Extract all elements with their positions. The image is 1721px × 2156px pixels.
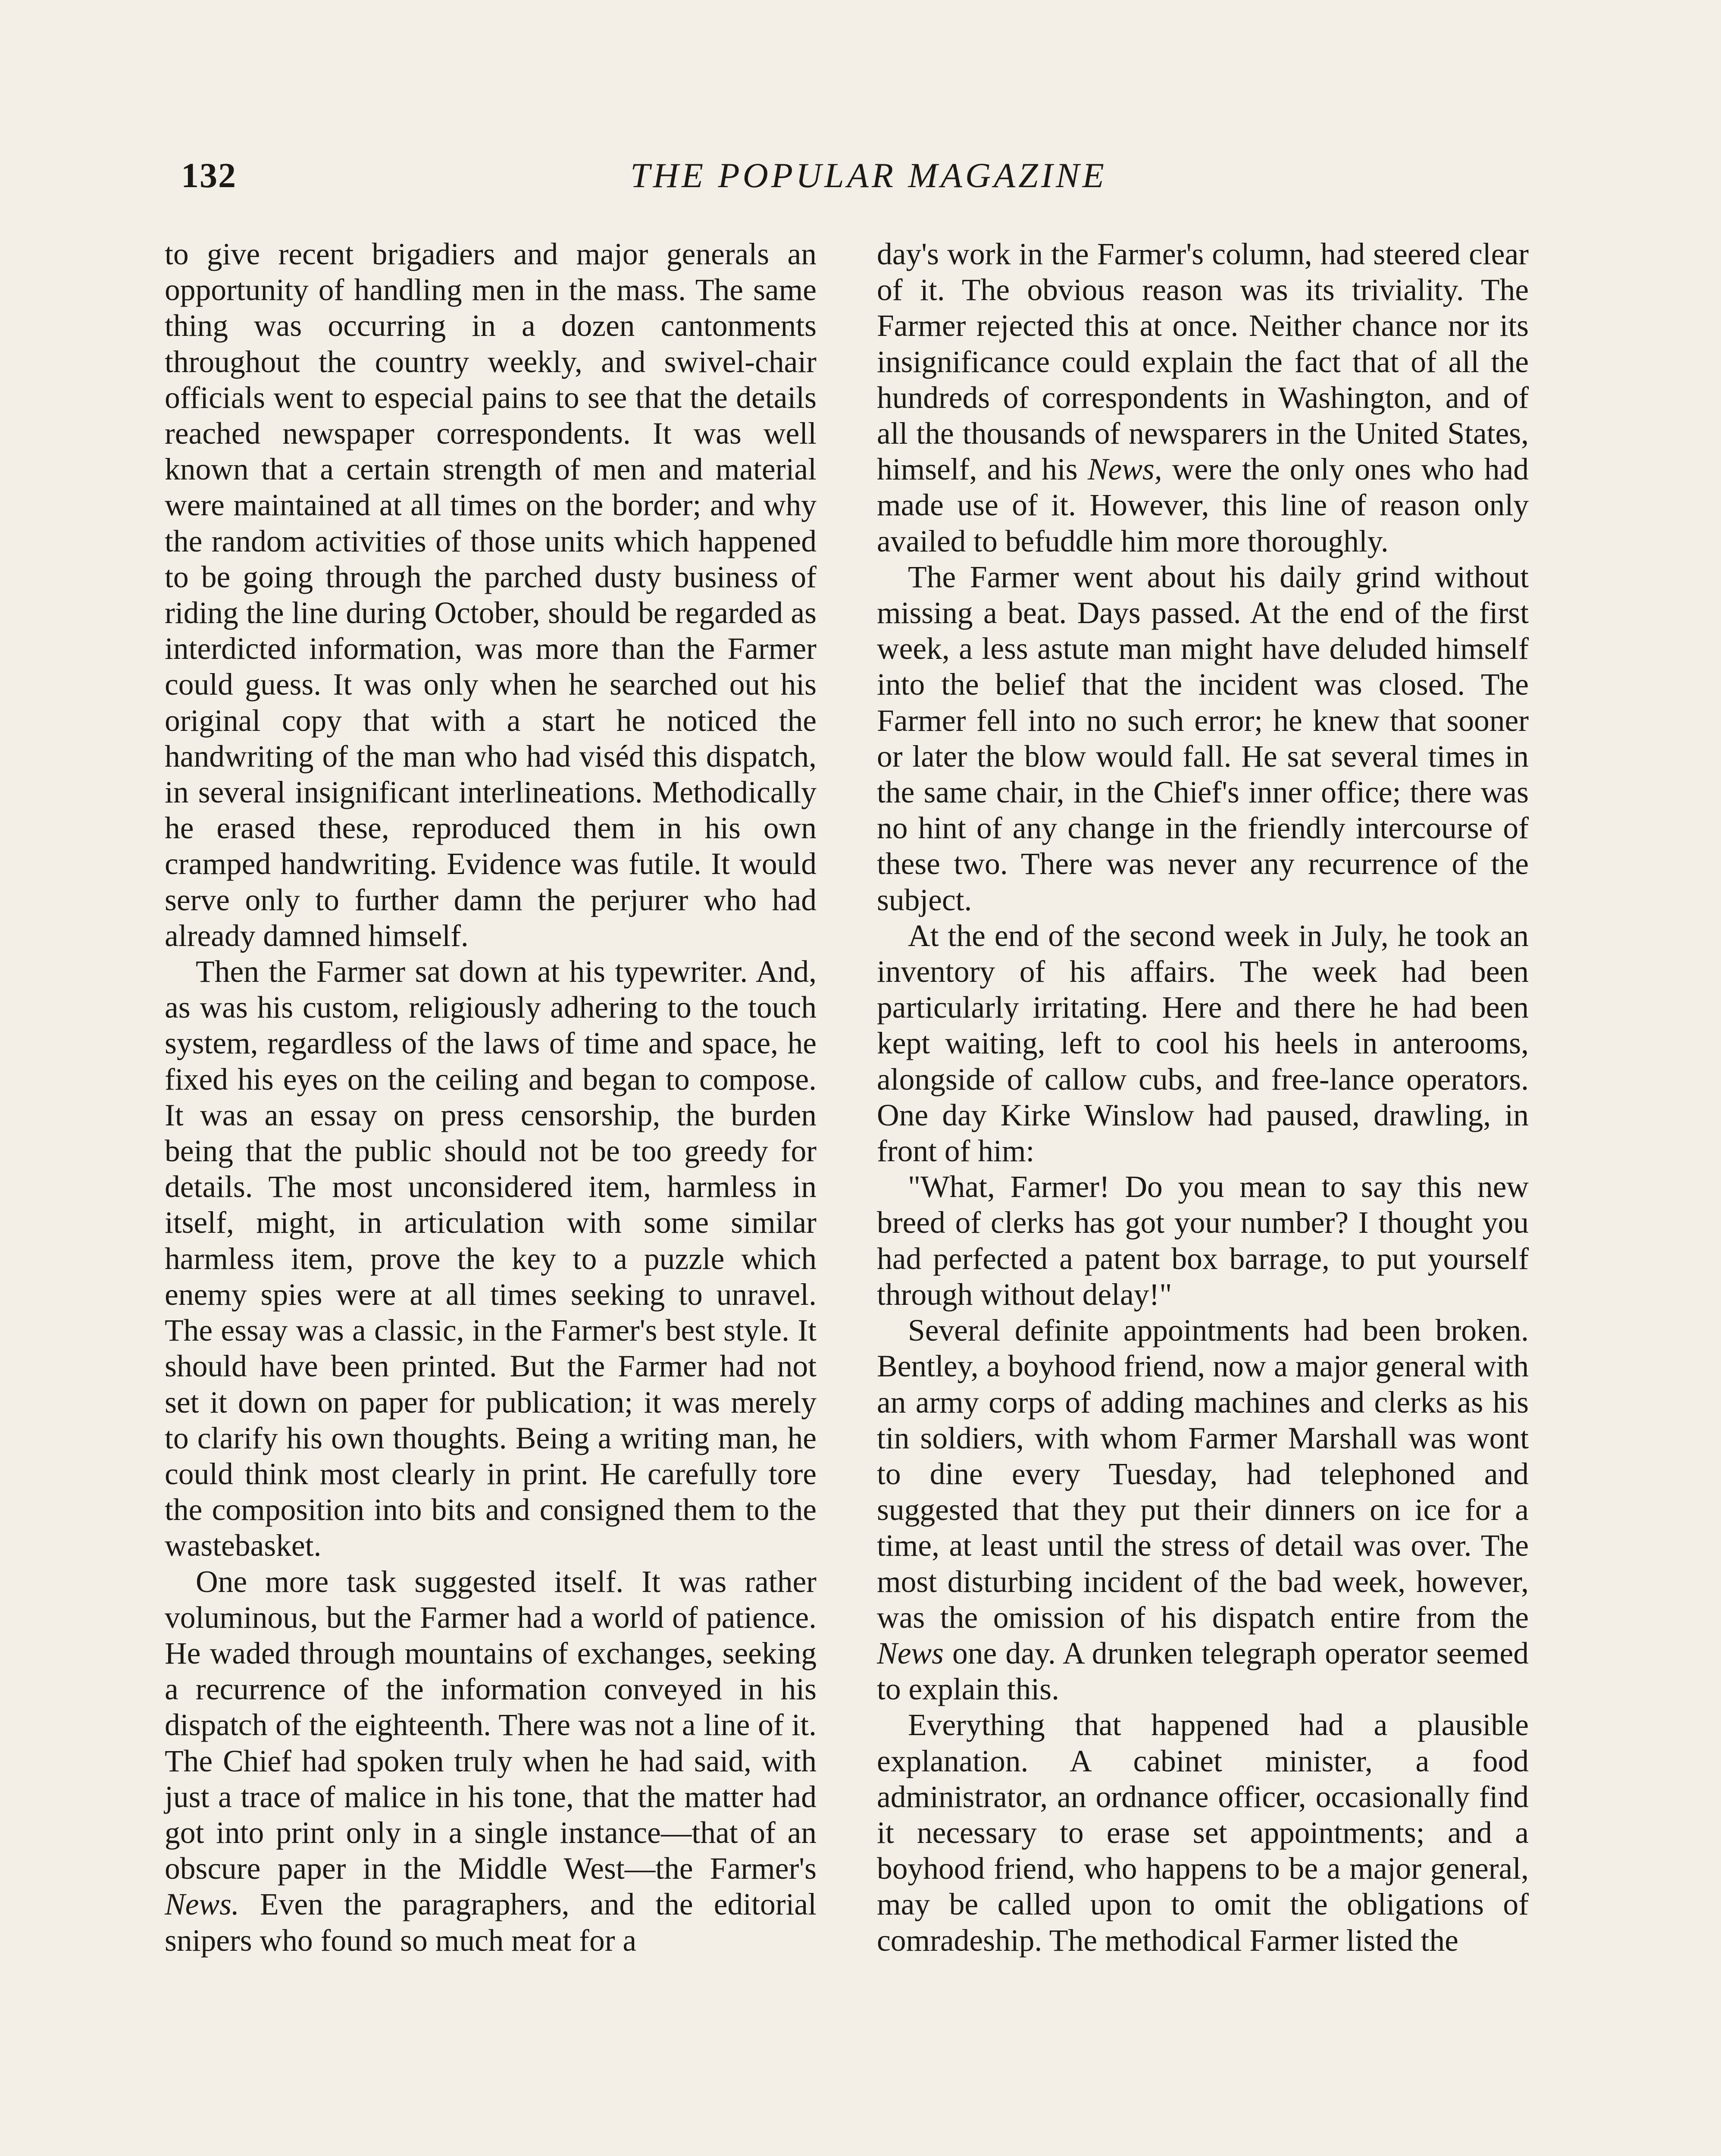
paragraph: "What, Farmer! Do you mean to say this new breed of clerks has got your number? I thought you had perfected a patent box barrage, to put yourself through without delay!"	[877, 1170, 1529, 1312]
left-column	[165, 236, 817, 1959]
newspaper-name: News,	[1087, 452, 1162, 487]
paragraph-text: Even the paragraphers, and the editorial snipers who found so much meat for a	[165, 1887, 817, 1958]
paragraph: Then the Farmer sat down at his typewriter. And, as was his custom, religiously adhering to the touch system, regardless of the laws of time and space, he fixed his eyes on the ceiling and began to compose. It was an essay on press censorship, the burden being that the public should not be too greedy for details. The most unconsidered item, harmless in itself, might, in articulation with some similar harmless item, prove the key to a puzzle which enemy spies were at all times seeking to unravel. The essay was a classic, in the Farmer's best style. It should have been printed. But the Farmer had not set it down on paper for publication; it was merely to clarify his own thoughts. Being a writing man, he could think most clearly in print. He carefully tore the composition into bits and consigned them to the wastebasket.	[165, 955, 817, 1563]
paragraph-text: one day. A drunken telegraph operator seemed to explain this.	[877, 1636, 1529, 1707]
page-header	[181, 155, 1556, 203]
paragraph: The Farmer went about his daily grind without missing a beat. Days passed. At the end of the first week, a less astute man might have deluded himself into the belief that the incident was closed. The Farmer fell into no such error; he knew that sooner or later the blow would fall. He sat several times in the same chair, in the Chief's inner office; there was no hint of any change in the friendly intercourse of these two. There was never any recurrence of the subject.	[877, 560, 1529, 917]
page-number: 132	[181, 156, 237, 195]
newspaper-name: News	[877, 1636, 944, 1670]
paragraph	[165, 1564, 817, 1959]
right-column	[877, 236, 1529, 1959]
paragraph	[877, 236, 1529, 559]
paragraph-text: day's work in the Farmer's column, had steered clear of it. The obvious reason was its triviality. The Farmer rejected this at once. Neither chance nor its insignificance could explain the fact that of all the hundreds of correspondents in Washington, and of all the thousands of newsparers in the United States, himself, and his	[877, 237, 1529, 487]
paragraph-text: Several definite appointments had been broken. Bentley, a boyhood friend, now a major general with an army corps of adding machines and clerks as his tin soldiers, with whom Farmer Marshall was wont to dine every Tuesday, had telephoned and suggested that they put their dinners on ice for a time, at least until the stress of detail was over. The most disturbing incident of the bad week, however, was the omission of his dispatch entire from the	[877, 1313, 1529, 1635]
paragraph: At the end of the second week in July, he took an inventory of his affairs. The week had been particularly irritating. Here and there he had been kept waiting, left to cool his heels in anterooms, alongside of callow cubs, and free-lance operators. One day Kirke Winslow had paused, drawling, in front of him:	[877, 918, 1529, 1169]
running-title: THE POPULAR MAGAZINE	[630, 156, 1107, 195]
paragraph: Everything that happened had a plausible explanation. A cabinet minister, a food administrator, an ordnance officer, occasionally find it necessary to erase set appointments; and a boyhood friend, who happens to be a major general, may be called upon to omit the obligations of comradeship. The methodical Farmer listed the	[877, 1708, 1529, 1958]
newspaper-name: News.	[165, 1887, 239, 1922]
paragraph-text: One more task suggested itself. It was rather voluminous, but the Farmer had a world of patience. He waded through mountains of exchanges, seeking a recurrence of the information conveyed in his dispatch of the eighteenth. There was not a line of it. The Chief had spoken truly when he had said, with just a trace of malice in his tone, that the matter had got into print only in a single instance—that of an obscure paper in the Middle West—the Farmer's	[165, 1564, 817, 1886]
paragraph-text: were the only ones who had made use of it. However, this line of reason only availed to befuddle him more thoroughly.	[877, 452, 1529, 558]
paragraph: to give recent brigadiers and major generals an opportunity of handling men in the mass. The same thing was occurring in a dozen cantonments throughout the country weekly, and swivel-chair officials went to especial pains to see that the details reached newspaper correspondents. It was well known that a certain strength of men and material were maintained at all times on the border; and why the random activities of those units which happened to be going through the parched dusty business of riding the line during October, should be regarded as interdicted information, was more than the Farmer could guess. It was only when he searched out his original copy that with a start he noticed the handwriting of the man who had viséd this dispatch, in several insignificant interlineations. Methodically he erased these, reproduced them in his own cramped handwriting. Evidence was futile. It would serve only to further damn the perjurer who had already damned himself.	[165, 237, 817, 953]
paragraph	[877, 1313, 1529, 1707]
